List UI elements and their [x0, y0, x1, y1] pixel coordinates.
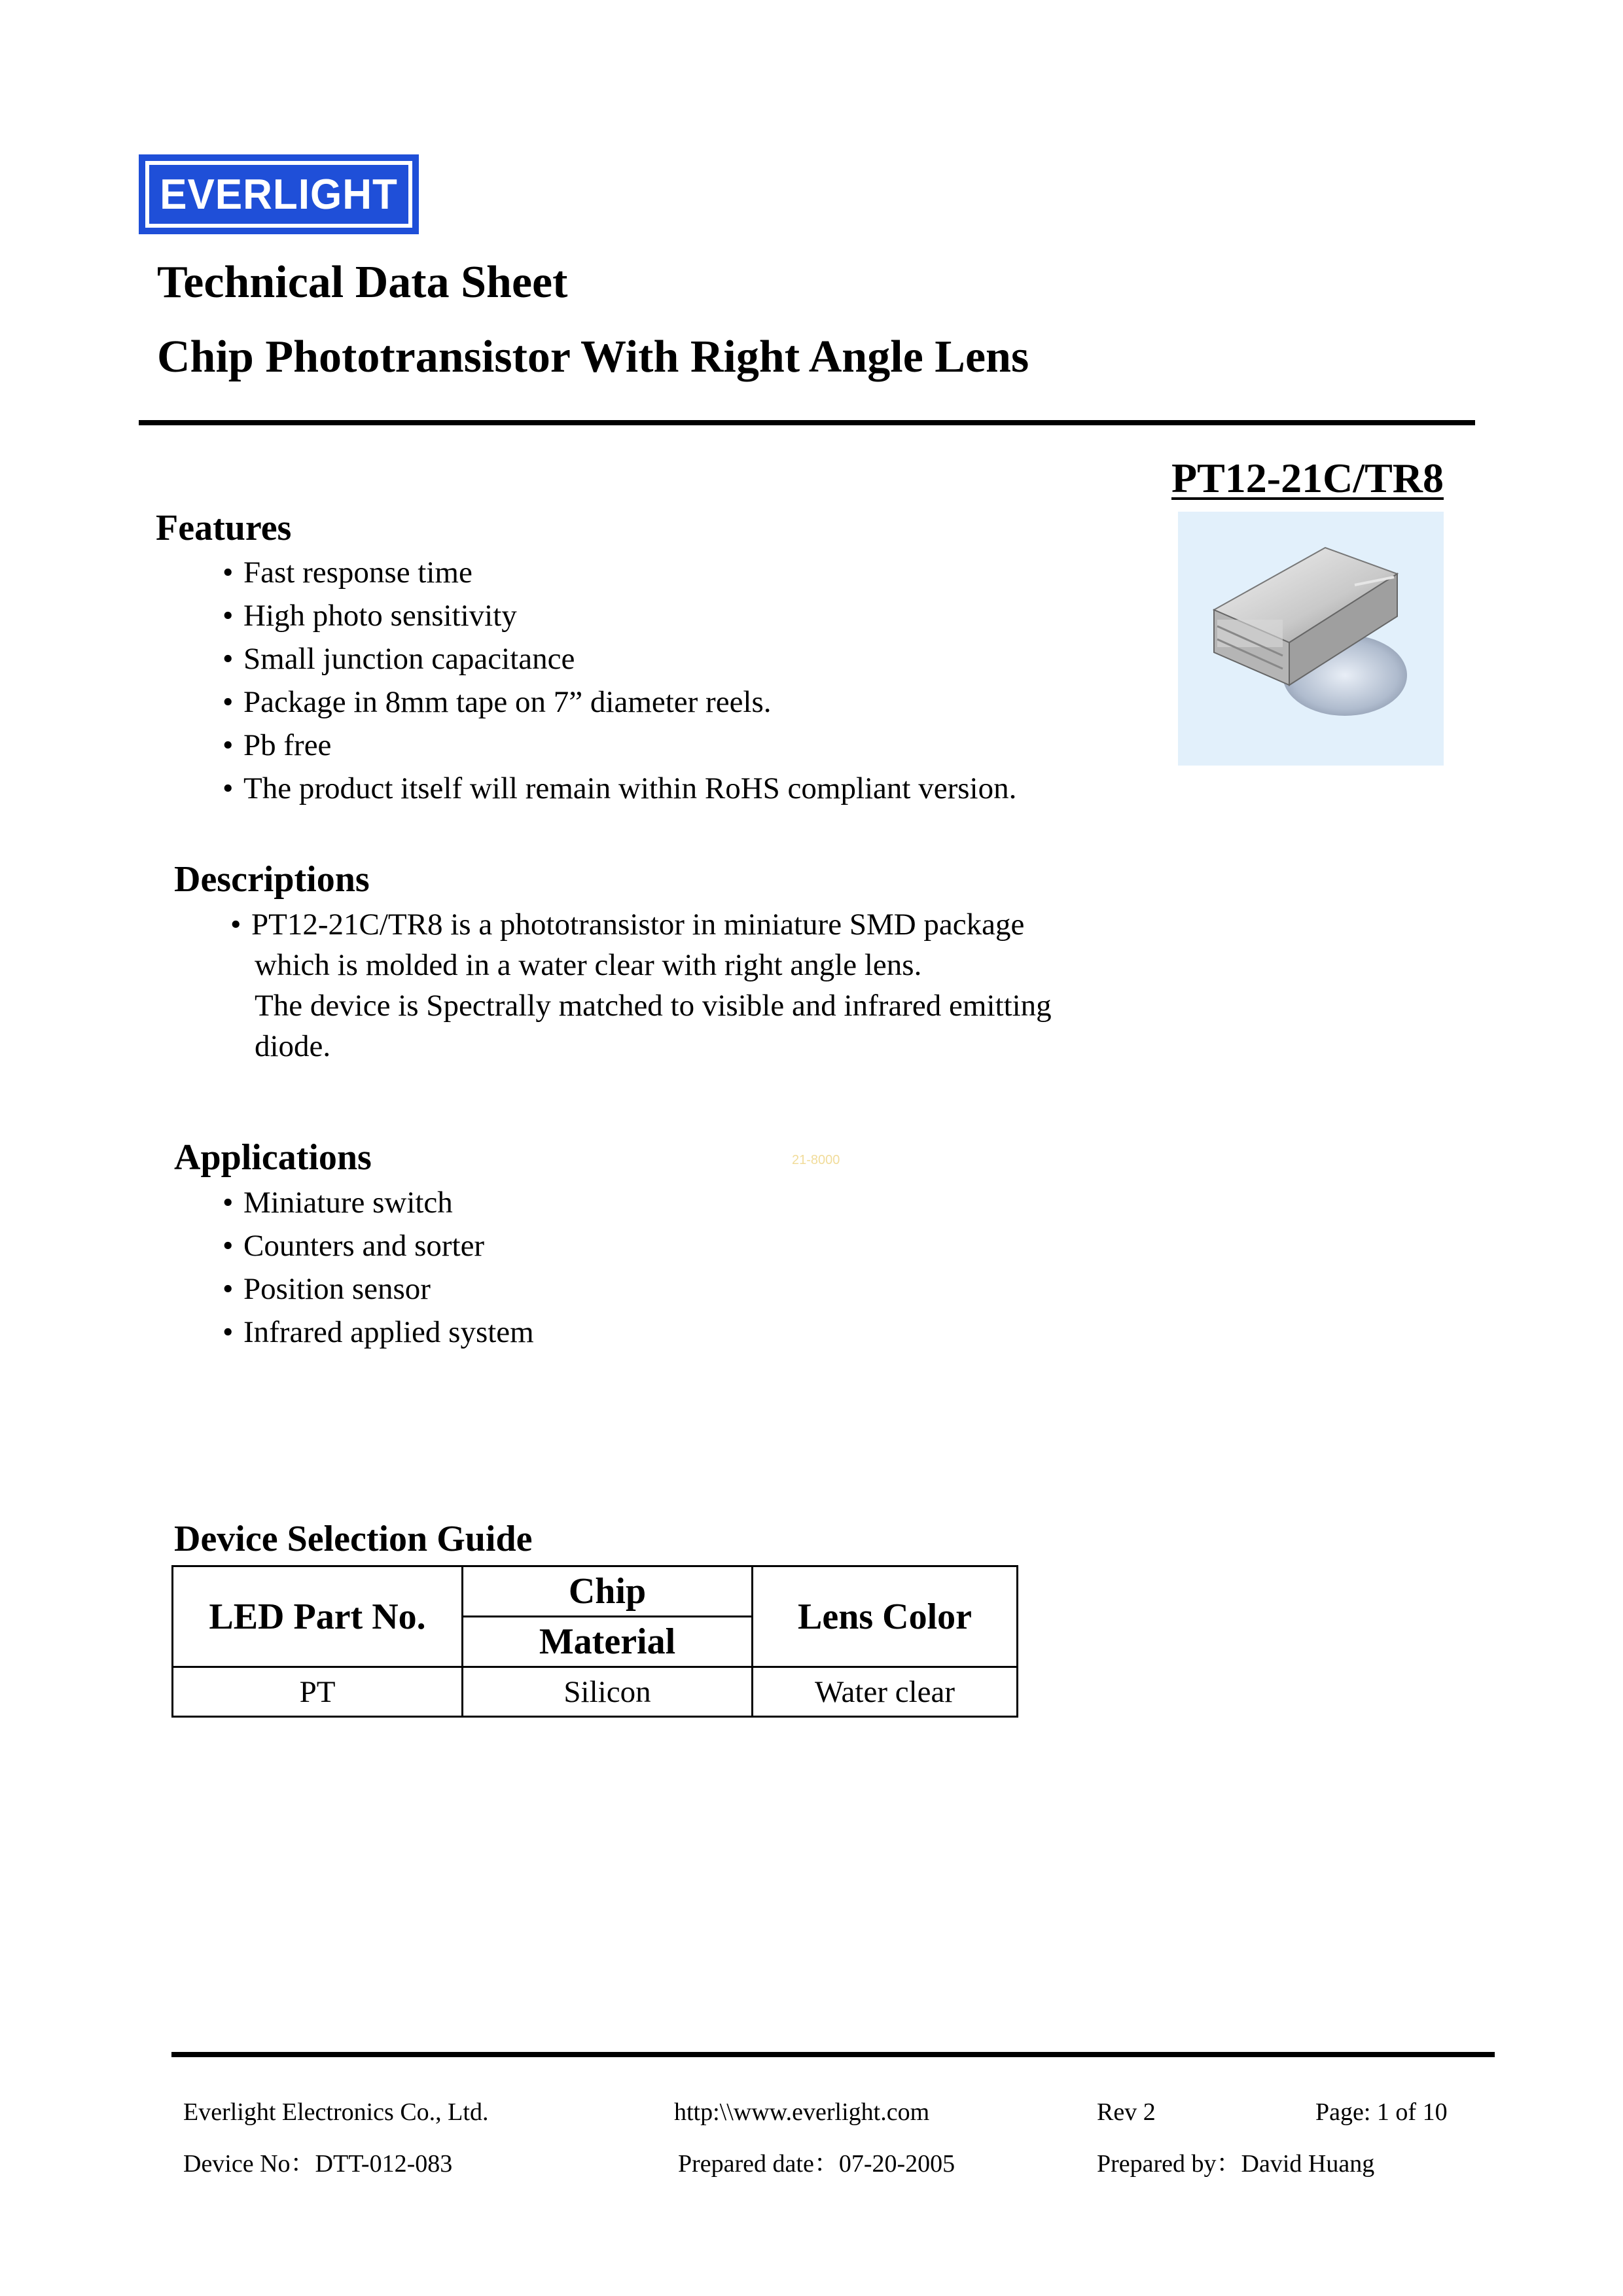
description-line: which is molded in a water clear with right angle lens.: [255, 948, 922, 982]
bullet-icon: •: [223, 556, 234, 590]
descriptions-text: [230, 903, 1052, 1065]
footer-prepared-by: Prepared by：David Huang: [1097, 2150, 1375, 2178]
header-lens-color: Lens Color: [753, 1566, 1018, 1667]
footer-rev: Rev 2: [1097, 2098, 1156, 2126]
document-title: Technical Data Sheet: [157, 257, 568, 308]
footer-url[interactable]: http:\\www.everlight.com: [674, 2098, 930, 2126]
bullet-icon: •: [223, 642, 234, 676]
list-item: • Position sensor: [223, 1267, 534, 1311]
bullet-icon: •: [223, 728, 234, 762]
features-list: [223, 551, 1016, 810]
header-chip: Chip: [463, 1566, 753, 1617]
list-item: • Miniature switch: [223, 1181, 534, 1224]
logo-text: EVERLIGHT: [160, 170, 398, 219]
selection-guide-heading: Device Selection Guide: [174, 1519, 533, 1559]
bullet-icon: •: [223, 771, 234, 805]
bullet-icon: •: [230, 908, 241, 942]
applications-heading: Applications: [174, 1137, 372, 1178]
watermark-text: 21-8000: [792, 1153, 840, 1167]
footer-device-no: Device No：DTT-012-083: [183, 2150, 453, 2178]
descriptions-heading: Descriptions: [174, 859, 370, 900]
bullet-icon: •: [223, 685, 234, 719]
everlight-logo: [139, 154, 419, 234]
list-item: • Pb free: [223, 724, 1016, 767]
cell-lens: Water clear: [753, 1667, 1018, 1717]
bottom-divider: [171, 2052, 1495, 2057]
bullet-icon: •: [223, 1229, 234, 1263]
features-heading: Features: [156, 508, 292, 548]
logo-frame: [145, 161, 412, 228]
description-line: • PT12-21C/TR8 is a phototransistor in miniature SMD package: [230, 903, 1052, 944]
bullet-icon: •: [223, 1186, 234, 1220]
phototransistor-image: [1178, 512, 1444, 766]
list-item: • The product itself will remain within RoHS compliant version.: [223, 767, 1016, 810]
applications-list: [223, 1181, 534, 1354]
document-subtitle: Chip Phototransistor With Right Angle Lens: [157, 332, 1029, 382]
footer-page: Page: 1 of 10: [1315, 2098, 1448, 2126]
list-item: • Package in 8mm tape on 7” diameter reels.: [223, 680, 1016, 724]
description-line: The device is Spectrally matched to visible and infrared emitting: [255, 989, 1052, 1023]
cell-part: PT: [173, 1667, 463, 1717]
list-item: • Counters and sorter: [223, 1224, 534, 1267]
footer-company: Everlight Electronics Co., Ltd.: [183, 2098, 489, 2126]
footer-prepared-date: Prepared date：07-20-2005: [678, 2150, 955, 2178]
header-material: Material: [463, 1617, 753, 1667]
bullet-icon: •: [223, 1315, 234, 1349]
selection-table: [171, 1565, 1018, 1718]
top-divider: [139, 420, 1475, 425]
part-number: PT12-21C/TR8: [1171, 455, 1444, 501]
list-item: • Fast response time: [223, 551, 1016, 594]
list-item: • Infrared applied system: [223, 1311, 534, 1354]
bullet-icon: •: [223, 599, 234, 633]
description-line: diode.: [255, 1029, 331, 1063]
list-item: • High photo sensitivity: [223, 594, 1016, 637]
list-item: • Small junction capacitance: [223, 637, 1016, 680]
header-part-no: LED Part No.: [173, 1566, 463, 1667]
table-row: [173, 1667, 1018, 1717]
product-photo: [1178, 512, 1444, 766]
cell-material: Silicon: [463, 1667, 753, 1717]
bullet-icon: •: [223, 1272, 234, 1306]
